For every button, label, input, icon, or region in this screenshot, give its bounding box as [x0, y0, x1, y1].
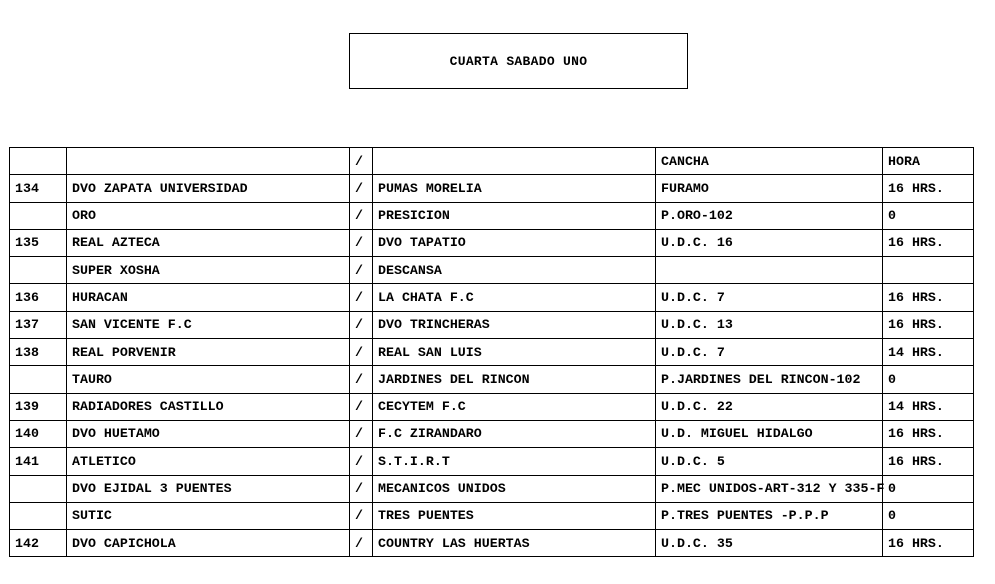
table-row [10, 530, 974, 557]
cancha-cell: U.D.C. 35 [656, 530, 883, 557]
away-team-cell: TRES PUENTES [373, 502, 656, 529]
cancha-cell: P.TRES PUENTES -P.P.P [656, 502, 883, 529]
table-row [10, 202, 974, 229]
cancha-cell: U.D.C. 7 [656, 284, 883, 311]
page-title: CUARTA SABADO UNO [349, 33, 688, 89]
hora-cell: 16 HRS. [883, 229, 974, 256]
hora-cell: 0 [883, 502, 974, 529]
cancha-cell: U.D. MIGUEL HIDALGO [656, 420, 883, 447]
separator-cell: / [350, 530, 373, 557]
separator-cell: / [350, 175, 373, 202]
away-team-cell: JARDINES DEL RINCON [373, 366, 656, 393]
match-number-cell: 139 [10, 393, 67, 420]
table-row [10, 284, 974, 311]
hora-cell: 16 HRS. [883, 420, 974, 447]
home-team-cell: DVO ZAPATA UNIVERSIDAD [67, 175, 350, 202]
away-team-cell: DVO TRINCHERAS [373, 311, 656, 338]
match-number-cell [10, 366, 67, 393]
table-row [10, 393, 974, 420]
table-header-row [10, 148, 974, 175]
home-team-cell: ATLETICO [67, 448, 350, 475]
home-team-cell: DVO CAPICHOLA [67, 530, 350, 557]
cancha-cell: U.D.C. 13 [656, 311, 883, 338]
away-team-cell: S.T.I.R.T [373, 448, 656, 475]
home-team-cell: HURACAN [67, 284, 350, 311]
away-team-cell: LA CHATA F.C [373, 284, 656, 311]
table-row [10, 448, 974, 475]
away-team-cell: PUMAS MORELIA [373, 175, 656, 202]
header-separator: / [350, 148, 373, 175]
away-team-cell: PRESICION [373, 202, 656, 229]
home-team-cell: SUPER XOSHA [67, 257, 350, 284]
match-number-cell: 136 [10, 284, 67, 311]
home-team-cell: DVO EJIDAL 3 PUENTES [67, 475, 350, 502]
away-team-cell: F.C ZIRANDARO [373, 420, 656, 447]
home-team-cell: SAN VICENTE F.C [67, 311, 350, 338]
match-number-cell: 134 [10, 175, 67, 202]
match-number-cell: 141 [10, 448, 67, 475]
table-row [10, 502, 974, 529]
cancha-cell: U.D.C. 22 [656, 393, 883, 420]
hora-cell [883, 257, 974, 284]
match-number-cell: 137 [10, 311, 67, 338]
home-team-cell: REAL AZTECA [67, 229, 350, 256]
match-number-cell: 135 [10, 229, 67, 256]
match-number-cell [10, 475, 67, 502]
home-team-cell: REAL PORVENIR [67, 339, 350, 366]
header-home [67, 148, 350, 175]
table-row [10, 311, 974, 338]
cancha-cell: P.MEC UNIDOS-ART-312 Y 335-F [656, 475, 883, 502]
home-team-cell: RADIADORES CASTILLO [67, 393, 350, 420]
cancha-cell: FURAMO [656, 175, 883, 202]
separator-cell: / [350, 311, 373, 338]
hora-cell: 16 HRS. [883, 448, 974, 475]
separator-cell: / [350, 393, 373, 420]
hora-cell: 16 HRS. [883, 175, 974, 202]
header-cancha: CANCHA [656, 148, 883, 175]
table-row [10, 339, 974, 366]
table-row [10, 475, 974, 502]
separator-cell: / [350, 202, 373, 229]
match-number-cell [10, 202, 67, 229]
table-row [10, 366, 974, 393]
table-row [10, 257, 974, 284]
match-number-cell [10, 257, 67, 284]
home-team-cell: TAURO [67, 366, 350, 393]
table-row [10, 175, 974, 202]
cancha-cell: U.D.C. 7 [656, 339, 883, 366]
hora-cell: 14 HRS. [883, 339, 974, 366]
header-num [10, 148, 67, 175]
table-row [10, 420, 974, 447]
table-row [10, 229, 974, 256]
away-team-cell: CECYTEM F.C [373, 393, 656, 420]
separator-cell: / [350, 475, 373, 502]
cancha-cell: P.ORO-102 [656, 202, 883, 229]
match-number-cell: 142 [10, 530, 67, 557]
away-team-cell: MECANICOS UNIDOS [373, 475, 656, 502]
cancha-cell: U.D.C. 5 [656, 448, 883, 475]
cancha-cell: U.D.C. 16 [656, 229, 883, 256]
home-team-cell: DVO HUETAMO [67, 420, 350, 447]
header-hora: HORA [883, 148, 974, 175]
header-away [373, 148, 656, 175]
separator-cell: / [350, 257, 373, 284]
separator-cell: / [350, 448, 373, 475]
match-number-cell: 140 [10, 420, 67, 447]
hora-cell: 0 [883, 475, 974, 502]
hora-cell: 0 [883, 366, 974, 393]
separator-cell: / [350, 366, 373, 393]
separator-cell: / [350, 229, 373, 256]
home-team-cell: SUTIC [67, 502, 350, 529]
match-number-cell: 138 [10, 339, 67, 366]
separator-cell: / [350, 502, 373, 529]
hora-cell: 14 HRS. [883, 393, 974, 420]
away-team-cell: DVO TAPATIO [373, 229, 656, 256]
cancha-cell [656, 257, 883, 284]
separator-cell: / [350, 284, 373, 311]
separator-cell: / [350, 420, 373, 447]
hora-cell: 16 HRS. [883, 284, 974, 311]
away-team-cell: COUNTRY LAS HUERTAS [373, 530, 656, 557]
match-number-cell [10, 502, 67, 529]
home-team-cell: ORO [67, 202, 350, 229]
hora-cell: 16 HRS. [883, 311, 974, 338]
separator-cell: / [350, 339, 373, 366]
away-team-cell: DESCANSA [373, 257, 656, 284]
cancha-cell: P.JARDINES DEL RINCON-102 [656, 366, 883, 393]
hora-cell: 16 HRS. [883, 530, 974, 557]
away-team-cell: REAL SAN LUIS [373, 339, 656, 366]
hora-cell: 0 [883, 202, 974, 229]
fixture-table [9, 147, 974, 557]
